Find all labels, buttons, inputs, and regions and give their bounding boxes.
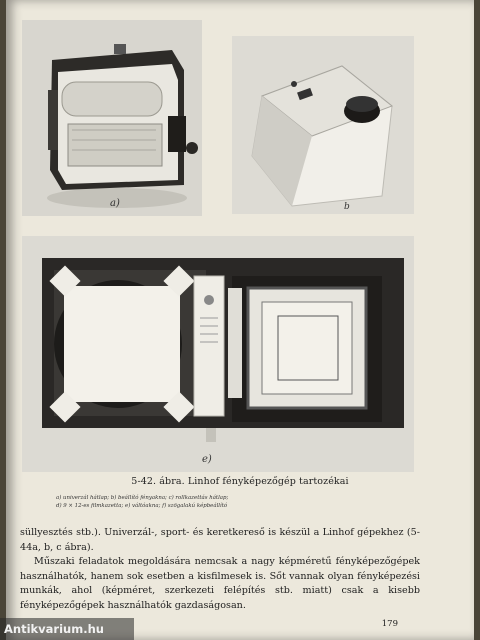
- book-page: [6, 0, 474, 640]
- page-number: 179: [381, 619, 398, 629]
- figure-caption-detail-line-2: d) 9 × 12-es filmkazetta; e) váltóakna; f) szögalakú képbeállító: [56, 503, 228, 509]
- photo-roll-film-back: [22, 20, 202, 216]
- focusing-hood-illustration: [232, 36, 414, 214]
- photo-label-e: e): [202, 454, 212, 465]
- universal-back-illustration: [22, 236, 414, 472]
- body-text: [20, 526, 420, 614]
- photo-label-a: a): [110, 198, 120, 209]
- camera-back-illustration: [22, 20, 202, 216]
- body-paragraph-1: süllyesztés stb.). Univerzál-, sport- és keretkereső is készül a Linhof gépekhez (5-44a, b, c ábra).: [20, 527, 420, 553]
- photo-label-b: b: [344, 202, 350, 212]
- figure-caption-detail-line-1: a) univerzál hátlap; b) beállító fényakna; c) rollkazettás hátlap;: [56, 495, 229, 501]
- watermark-logo: Antikvarium.hu: [0, 618, 134, 640]
- figure-caption-title: 5-42. ábra. Linhof fényképezőgép tartozékai: [131, 476, 349, 487]
- body-paragraph-2: Műszaki feladatok megoldására nemcsak a nagy képméretű fényképezőgépek használhatók, hanem sok esetben a kisfilmesek is. Sőt vannak olyan fényképezési munkák, ahol (képméret, szerkezeti felépítés stb. miatt) csak a kisebb fényképezőgépek használhatók gazdaságosan.: [20, 556, 420, 611]
- photo-universal-back: [22, 236, 414, 472]
- photo-focusing-hood: [232, 36, 414, 214]
- figure-caption-detail: [56, 494, 356, 510]
